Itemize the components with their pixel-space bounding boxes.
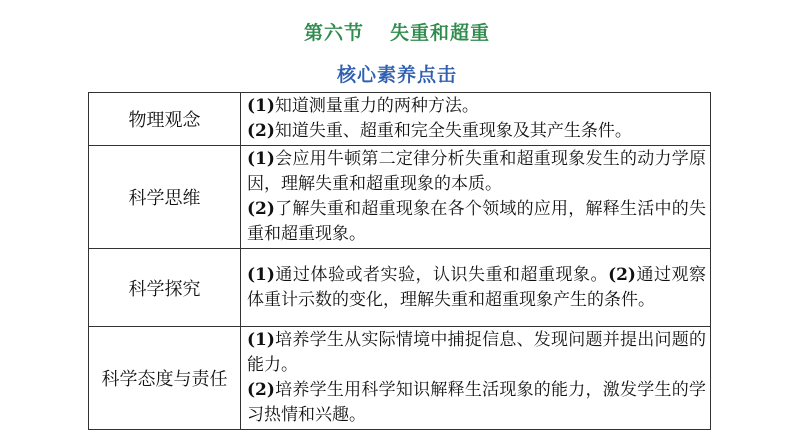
objective-item bbox=[247, 147, 706, 197]
item-text: 培养学生从实际情境中捕捉信息、发现问题并提出问题的能力。 bbox=[247, 330, 706, 375]
item-number: (2) bbox=[247, 121, 275, 141]
item-number: (1) bbox=[247, 149, 275, 169]
item-text: 知道失重、超重和完全失重现象及其产生条件。 bbox=[274, 121, 632, 141]
table-row bbox=[89, 93, 711, 146]
description-cell bbox=[241, 327, 711, 430]
objective-item bbox=[247, 265, 608, 285]
table-row bbox=[89, 327, 711, 430]
description-cell bbox=[241, 93, 711, 146]
category-cell-scientific-thinking: 科学思维 bbox=[89, 146, 241, 249]
objective-item bbox=[247, 119, 706, 144]
item-text: 通过观察体重计示数的变化，理解失重和超重现象产生的条件。 bbox=[247, 264, 707, 310]
core-literacy-subtitle: 核心素养点击 bbox=[336, 64, 457, 86]
description-cell bbox=[241, 146, 711, 249]
objective-item bbox=[247, 328, 706, 378]
objective-item bbox=[247, 197, 706, 247]
item-number: (1) bbox=[247, 96, 275, 116]
core-literacy-table bbox=[88, 92, 711, 430]
item-text: 培养学生用科学知识解释生活现象的能力，激发学生的学习热情和兴趣。 bbox=[247, 380, 706, 425]
category-cell-physics-concept: 物理观念 bbox=[89, 93, 241, 146]
category-cell-attitude-responsibility: 科学态度与责任 bbox=[89, 327, 241, 430]
item-text: 了解失重和超重现象在各个领域的应用，解释生活中的失重和超重现象。 bbox=[247, 199, 706, 244]
item-number: (2) bbox=[247, 380, 275, 400]
item-number: (1) bbox=[247, 264, 275, 285]
item-text: 通过体验或者实验，认识失重和超重现象。 bbox=[274, 264, 609, 285]
item-text: 知道测量重力的两种方法。 bbox=[274, 96, 479, 116]
section-heading bbox=[0, 18, 794, 45]
table-row bbox=[89, 146, 711, 249]
section-number: 第六节 bbox=[303, 22, 364, 44]
category-cell-scientific-inquiry: 科学探究 bbox=[89, 249, 241, 327]
item-number: (2) bbox=[608, 264, 636, 285]
objective-item bbox=[247, 94, 706, 119]
description-cell bbox=[241, 249, 711, 327]
item-text: 会应用牛顿第二定律分析失重和超重现象发生的动力学原因，理解失重和超重现象的本质。 bbox=[247, 149, 706, 194]
objective-item bbox=[247, 378, 706, 428]
item-number: (2) bbox=[247, 199, 275, 219]
table-row bbox=[89, 249, 711, 327]
section-topic: 失重和超重 bbox=[390, 22, 491, 44]
item-number: (1) bbox=[247, 330, 275, 350]
